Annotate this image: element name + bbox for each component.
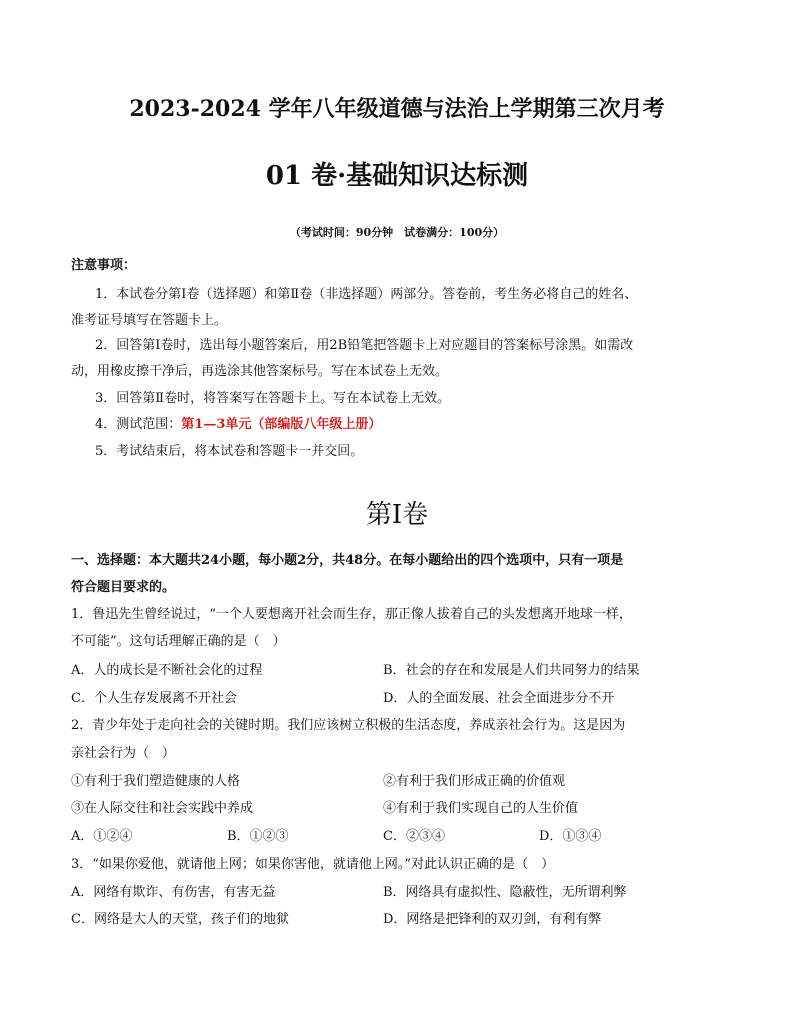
q2-option-d: D．①③④: [539, 829, 602, 844]
part1-intro-line-2: 符合题目要求的。: [71, 580, 176, 595]
exam-title: 2023-2024 学年八年级道德与法治上学期第三次月考: [129, 96, 665, 122]
q3-option-c: C．网络是大人的天堂，孩子们的地狱: [71, 912, 289, 927]
exam-subtitle: 01 卷·基础知识达标测: [265, 161, 529, 191]
q2-statement-4: ④有利于我们实现自己的人生价值: [383, 801, 579, 816]
q2-stem-line-1: 2．青少年处于走向社会的关键时期。我们应该树立积极的生活态度，养成亲社会行为。这是因为: [71, 718, 626, 733]
q2-stem-line-2: 亲社会行为（ ）: [71, 746, 176, 761]
q1-option-a: A．人的成长是不断社会化的过程: [71, 663, 263, 678]
q1-option-d: D．人的全面发展、社会全面进步分不开: [383, 691, 615, 706]
notice-item-3: 3．回答第Ⅱ卷时，将答案写在答题卡上。写在本试卷上无效。: [95, 391, 451, 406]
part1-intro-line-1: 一、选择题：本大题共24小题，每小题2分，共48分。在每小题给出的四个选项中，只有一项是: [71, 553, 624, 568]
q3-option-b: B．网络具有虚拟性、隐蔽性，无所谓利弊: [383, 885, 627, 900]
notice-item-4-prefix: 4．测试范围：: [95, 417, 182, 432]
q1-option-b: B．社会的存在和发展是人们共同努力的结果: [383, 663, 640, 678]
q1-option-c: C．个人生存发展离不开社会: [71, 691, 237, 706]
test-scope-highlight: 第1—3单元（部编版八年级上册）: [181, 417, 382, 432]
notice-item-4: [95, 413, 381, 432]
q1-stem-line-1: 1．鲁迅先生曾经说过，“一个人要想离开社会而生存，那正像人拔着自己的头发想离开地球一样，: [71, 607, 632, 622]
notice-item-1-line-1: 1．本试卷分第Ⅰ卷（选择题）和第Ⅱ卷（非选择题）两部分。答卷前，考生务必将自己的姓名、: [95, 287, 638, 302]
exam-info: （考试时间：90分钟 试卷满分：100分）: [289, 226, 505, 239]
notice-item-2-line-1: 2．回答第Ⅰ卷时，选出每小题答案后，用2B铅笔把答题卡上对应题目的答案标号涂黑。如需改: [95, 338, 634, 353]
q3-stem: 3．“如果你爱他，就请他上网；如果你害他，就请他上网。”对此认识正确的是（ ）: [71, 857, 555, 872]
q2-statement-1: ①有利于我们塑造健康的人格: [71, 774, 241, 789]
notice-item-2-line-2: 动，用橡皮擦干净后，再选涂其他答案标号。写在本试卷上无效。: [71, 364, 449, 379]
q1-stem-line-2: 不可能”。这句话理解正确的是（ ）: [71, 634, 286, 649]
q2-statement-2: ②有利于我们形成正确的价值观: [383, 774, 566, 789]
notice-item-5: 5．考试结束后，将本试卷和答题卡一并交回。: [95, 444, 364, 459]
q3-option-a: A．网络有欺诈、有伤害，有害无益: [71, 885, 276, 900]
notice-heading: 注意事项：: [71, 258, 137, 273]
q2-option-a: A．①②④: [71, 829, 133, 844]
section-title: 第Ⅰ卷: [365, 500, 429, 530]
notice-item-1-line-2: 准考证号填写在答题卡上。: [71, 313, 228, 328]
q2-option-c: C．②③④: [383, 829, 445, 844]
q2-statement-3: ③在人际交往和社会实践中养成: [71, 801, 254, 816]
q2-option-b: B．①②③: [227, 829, 289, 844]
q3-option-d: D．网络是把锋利的双刃剑，有利有弊: [383, 912, 602, 927]
